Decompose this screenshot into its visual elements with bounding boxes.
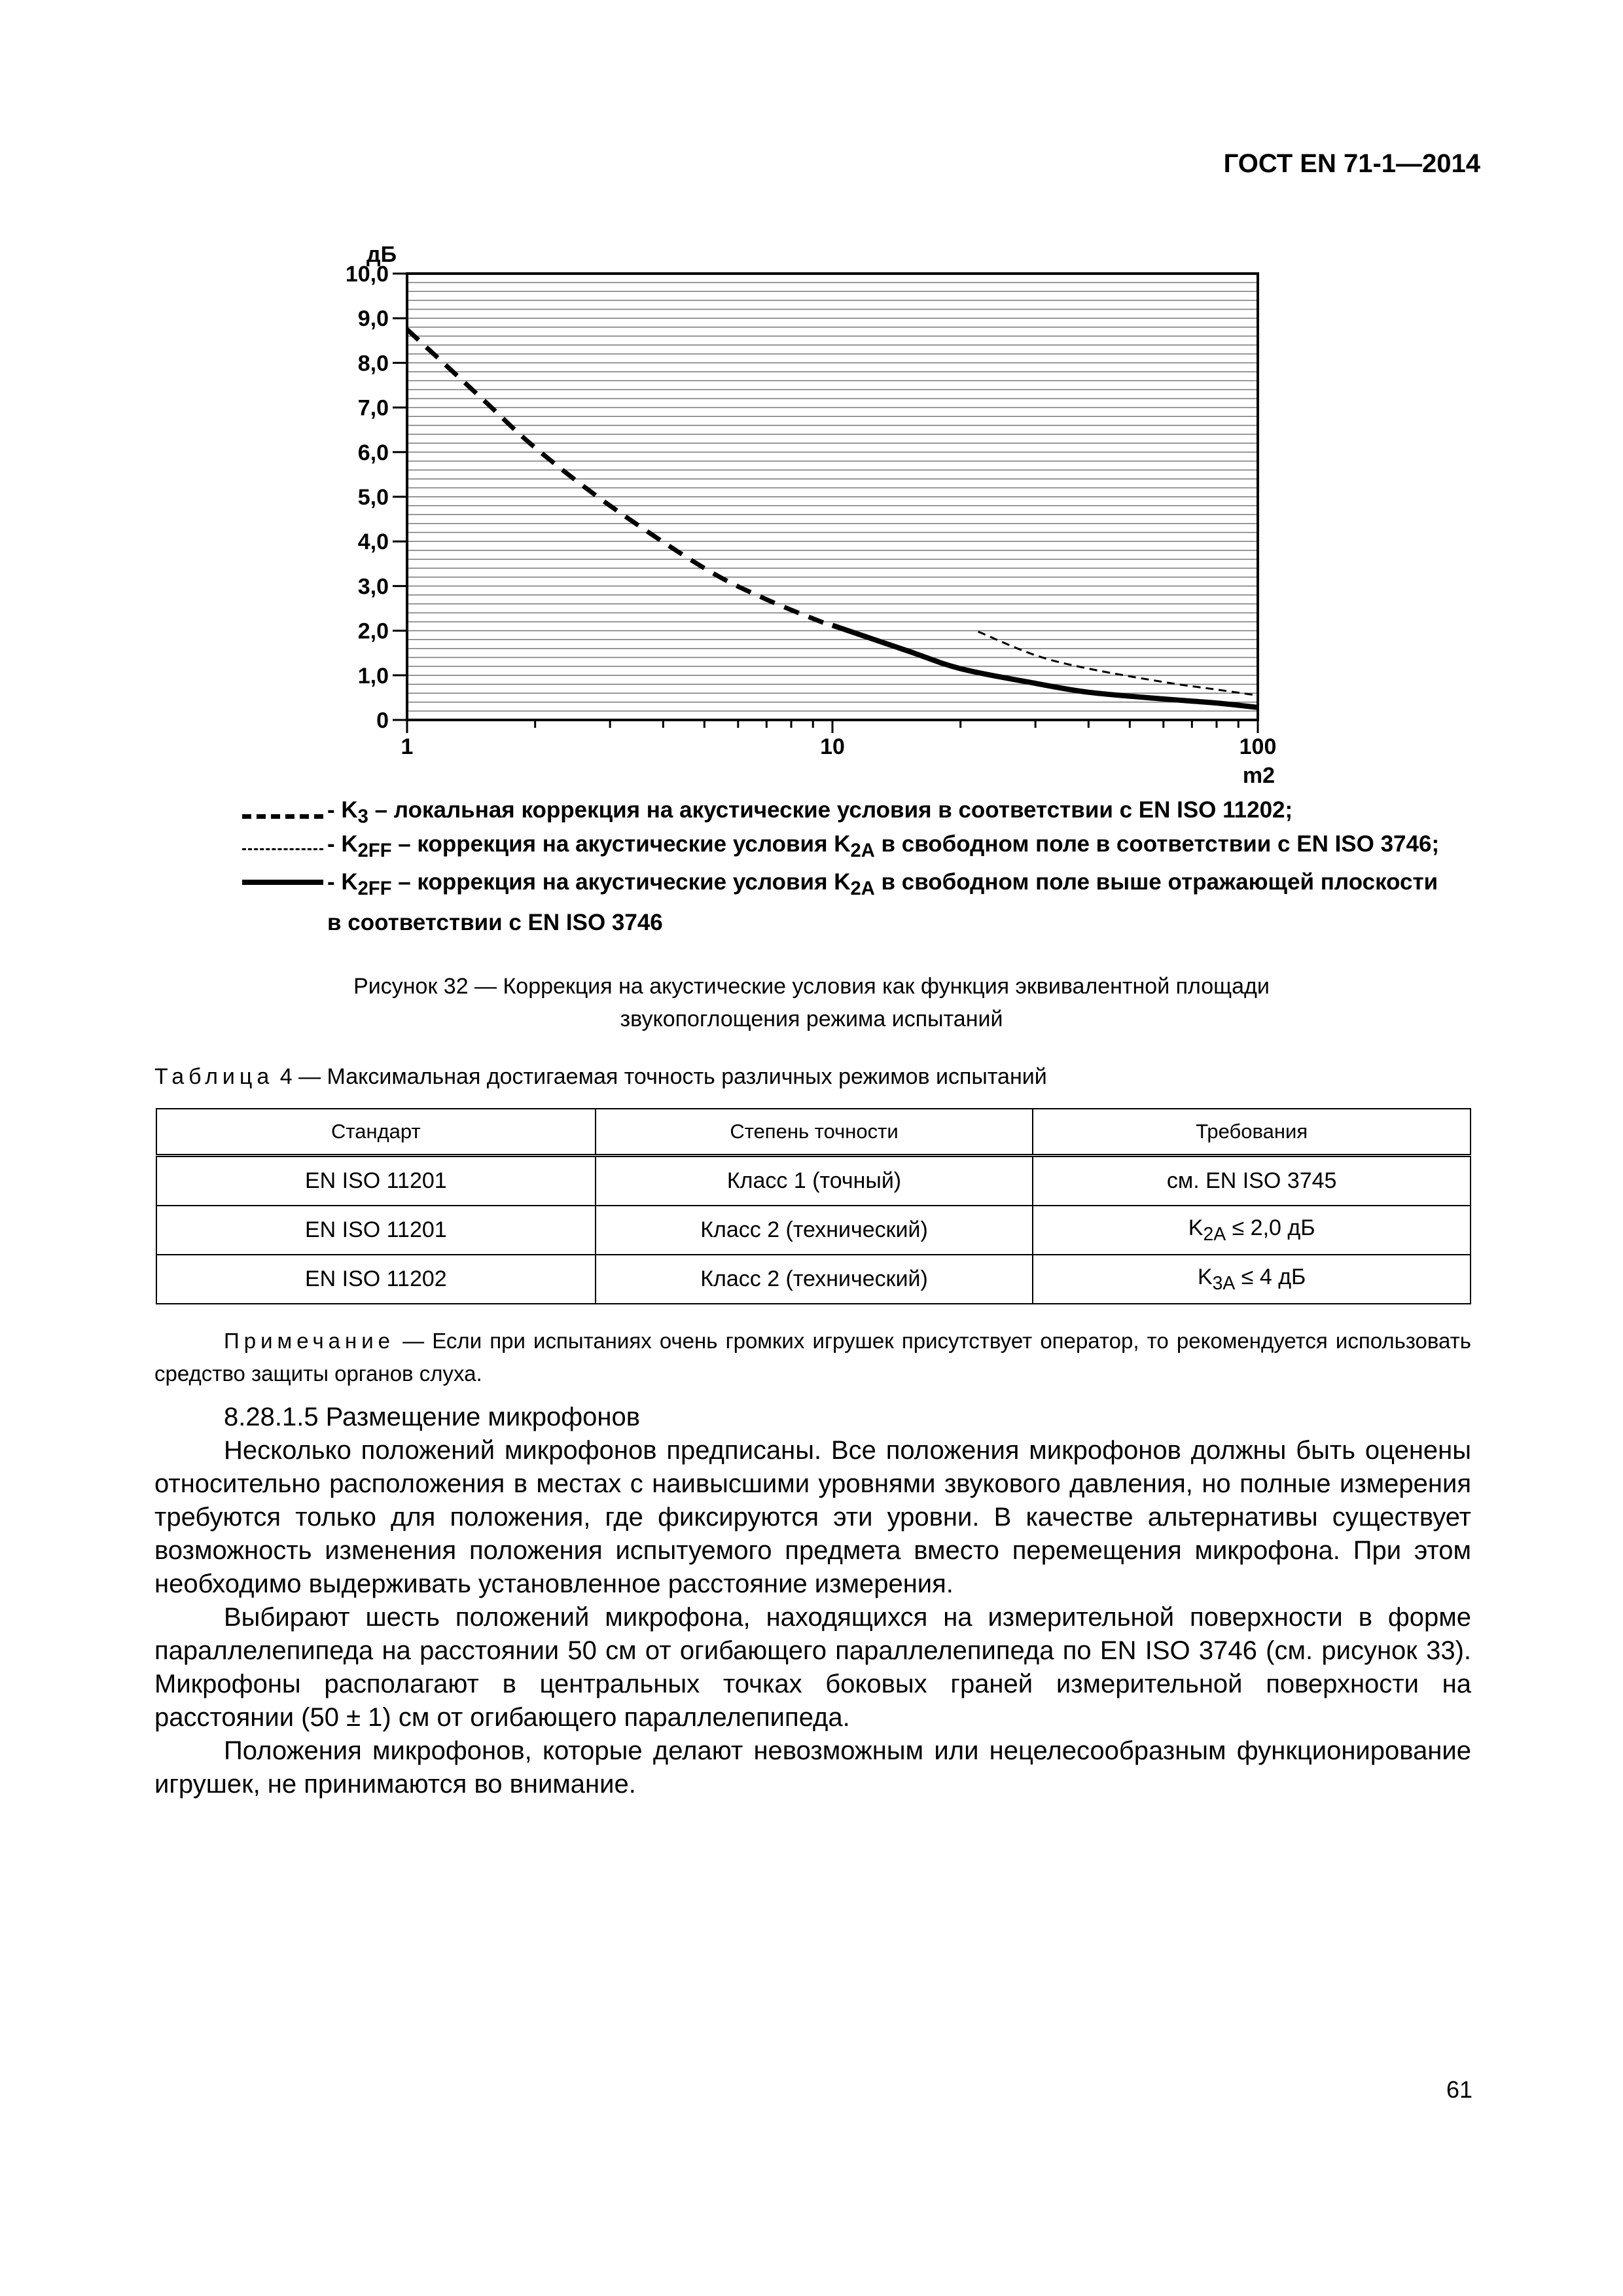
acoustic-correction-chart [0,0,1623,798]
paragraph: Положения микрофонов, которые делают невозможным или нецелесообразным функционирование игрушек, не принимаются во внимание. [154,1736,1471,1799]
page-header: ГОСТ EN 71-1—2014 [1223,149,1480,178]
y-tick-label: 2,0 [357,619,389,644]
cell-standard: EN ISO 11201 [156,1206,596,1255]
y-tick-label: 10,0 [345,262,389,287]
chart-grid [407,283,1258,711]
paragraph: Выбирают шесть положений микрофона, находящихся на измерительной поверхности в форме параллелепипеда на расстоянии 50 см от огибающего параллелепипеда по EN ISO 3746 (см. рисунок 33). Микрофоны располагают в центральных точках боковых граней измерительной поверхности на расстоянии (50 ± 1) см от огибающего параллелепипеда. [154,1603,1471,1732]
cell-accuracy: Класс 2 (технический) [596,1206,1033,1255]
y-tick-label: 4,0 [357,529,389,555]
table-title: Таблица 4 — Максимальная достигаемая точность различных режимов испытаний [154,1064,1047,1089]
table-header-row [156,1109,1471,1156]
table-row [156,1156,1471,1206]
y-tick-label: 7,0 [357,395,389,421]
series-line-fine-dashed [978,632,1258,696]
chart-legend [242,797,1440,935]
x-tick-label: 10 [820,734,845,759]
legend-item-k2ff-free-field: - $K_{2FF}$ – коррекция на акустические условия $K_{2A}$ в свободном поле в соответствии с EN ISO 3746; [242,831,1433,865]
legend-item-k2ff-reflecting-plane: - $K_{2FF}$ – коррекция на акустические условия $K_{2A}$ в свободном поле выше отражающей плоскости в соответствии с EN ISO 3746 [242,865,1433,929]
cell-requirements: см. EN ISO 3745 [1033,1156,1471,1206]
cell-accuracy: Класс 2 (технический) [596,1255,1033,1304]
table-row [156,1206,1471,1255]
header-standard: Стандарт [156,1109,596,1156]
y-tick-label: 9,0 [357,306,389,332]
legend-swatch-dashed [242,814,323,819]
cell-standard: EN ISO 11201 [156,1156,596,1206]
body-text [154,1401,1471,1801]
y-tick-label: 5,0 [357,485,389,510]
header-requirements: Требования [1033,1109,1471,1156]
y-tick-label: 0 [376,708,389,733]
x-tick-label: 1 [401,734,414,759]
y-tick-label: 6,0 [357,440,389,465]
legend-item-k3: - $K_3$ – локальная коррекция на акустические условия в соответствии с EN ISO 11202; [242,797,1433,831]
paragraph: Несколько положений микрофонов предписаны. Все положения микрофонов должны быть оценены относительно расположения в местах с наивысшими уровнями звукового давления, но полные измерения требуются только для положения, где фиксируются эти уровни. В качестве альтернативы существует возможность изменения положения испытуемого предмета вместо перемещения микрофона. При этом необходимо выдерживать установленное расстояние измерения. [154,1436,1471,1598]
table-row [156,1255,1471,1304]
y-tick-label: 3,0 [357,574,389,600]
x-axis-label: m2 [1242,763,1275,788]
y-tick-label: 8,0 [357,351,389,376]
note: Примечание — Если при испытаниях очень громких игрушек присутствует оператор, то рекомендуется использовать средство защиты органов слуха. [154,1329,1471,1386]
series-line-dashed [407,329,832,626]
cell-accuracy: Класс 1 (точный) [596,1156,1033,1206]
cell-requirements: $K_{3A} \le 4$ дБ [1033,1255,1471,1304]
x-tick-label: 100 [1239,734,1277,759]
chart-series [407,329,1258,708]
page-number: 61 [1446,2076,1472,2103]
header-accuracy: Степень точности [596,1109,1033,1156]
legend-swatch-fine-dashed [242,848,323,850]
figure-caption: Рисунок 32 — Коррекция на акустические условия как функция эквивалентной площади звукопоглощения режима испытаний [353,974,1270,1031]
legend-swatch-solid [242,880,323,885]
cell-requirements: $K_{2A} \le 2,0$ дБ [1033,1206,1471,1255]
accuracy-table [156,1108,1471,1304]
section-heading: 8.28.1.5 Размещение микрофонов [224,1403,640,1431]
y-axis-label: дБ [366,242,397,267]
y-tick-label: 1,0 [357,663,389,689]
cell-standard: EN ISO 11202 [156,1255,596,1304]
